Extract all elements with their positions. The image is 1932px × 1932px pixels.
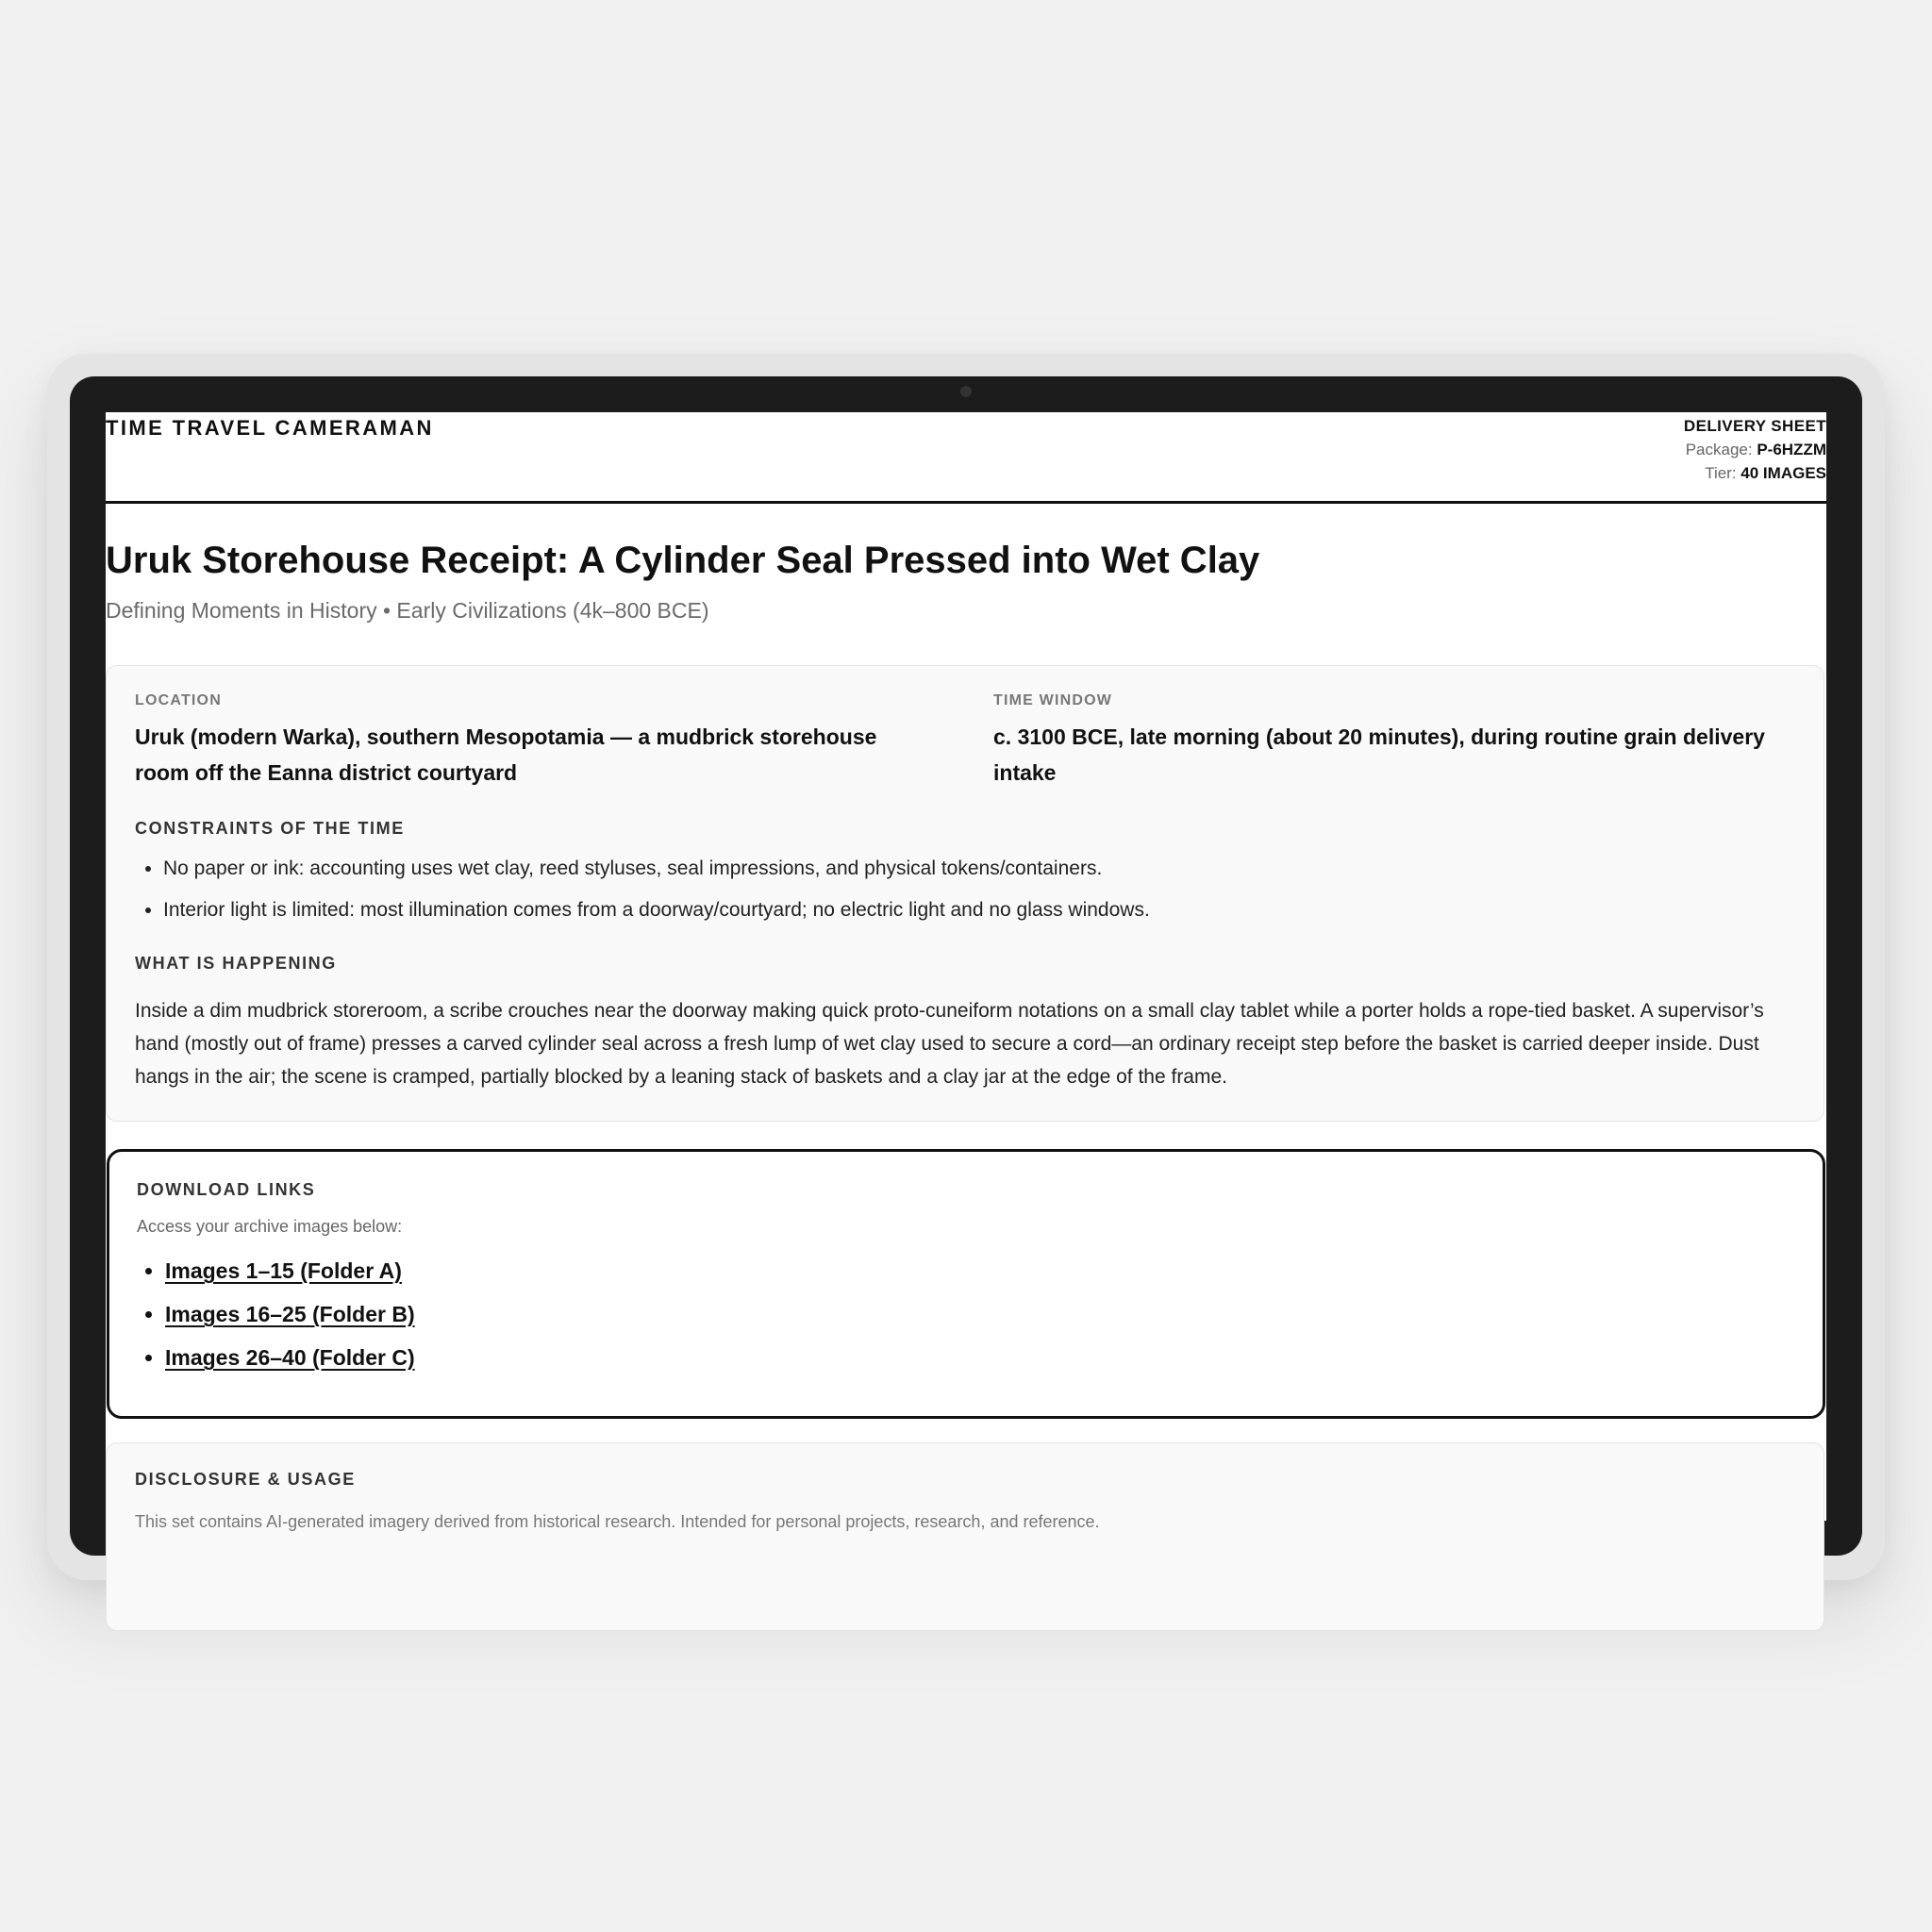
disclosure-text: This set contains AI-generated imagery derived from historical research. Intended for personal projects, research, and reference. [135, 1512, 1100, 1531]
tier-value: 40 IMAGES [1740, 464, 1826, 482]
download-link-folder-a[interactable]: Images 1–15 (Folder A) [165, 1258, 402, 1283]
time-window-field [993, 692, 1795, 791]
list-item [165, 1256, 1795, 1286]
package-label: Package: [1685, 441, 1753, 458]
list-item: • Interior light is limited: most illumination comes from a doorway/courtyard; no electric light and no glass windows. [163, 897, 1795, 924]
delivery-meta [1684, 414, 1826, 485]
package-value: P-6HZZM [1757, 441, 1826, 458]
page-title: Uruk Storehouse Receipt: A Cylinder Seal Pressed into Wet Clay [106, 540, 1260, 581]
tier-label: Tier: [1705, 464, 1737, 482]
list-item [165, 1342, 1795, 1373]
delivery-sheet-screen [106, 412, 1826, 1531]
download-links-card [107, 1149, 1825, 1419]
location-label: LOCATION [135, 692, 222, 708]
tier-row [1684, 461, 1826, 485]
download-link-folder-b[interactable]: Images 16–25 (Folder B) [165, 1302, 415, 1326]
list-item: • No paper or ink: accounting uses wet clay, reed styluses, seal impressions, and physical tokens/containers. [163, 856, 1795, 882]
download-links-list [137, 1256, 1795, 1373]
package-row [1684, 438, 1826, 461]
time-window-label: TIME WINDOW [993, 692, 1113, 708]
happening-description: Inside a dim mudbrick storeroom, a scribe crouches near the doorway making quick proto-cuneiform notations on a small clay tablet while a porter holds a rope-tied basket. A supervisor’s hand (mostly out of frame) presses a carved cylinder seal across a fresh lump of wet clay used to secure a cord—an ordinary receipt step before the basket is carried deeper inside. Dust hangs in the air; the scene is cramped, partially blocked by a leaning stack of baskets and a clay jar at the edge of the frame. [135, 1000, 1764, 1088]
list-item [165, 1299, 1795, 1329]
disclosure-heading: DISCLOSURE & USAGE [135, 1470, 356, 1489]
location-field [135, 692, 937, 791]
time-window-value: c. 3100 BCE, late morning (about 20 minutes), during routine grain delivery intake [993, 724, 1765, 785]
page-subtitle: Defining Moments in History • Early Civilizations (4k–800 BCE) [106, 598, 709, 623]
location-value: Uruk (modern Warka), southern Mesopotamia — a mudbrick storehouse room off the Eanna district courtyard [135, 724, 877, 785]
constraints-list [135, 856, 1795, 924]
scene-info-card [106, 665, 1824, 1122]
disclosure-card [106, 1442, 1824, 1631]
info-grid [135, 692, 1795, 791]
download-link-folder-c[interactable]: Images 26–40 (Folder C) [165, 1345, 415, 1370]
constraints-heading: CONSTRAINTS OF THE TIME [135, 819, 405, 838]
camera-icon [960, 386, 972, 397]
download-links-hint: Access your archive images below: [137, 1217, 403, 1236]
brand-name: TIME TRAVEL CAMERAMAN [106, 416, 434, 440]
download-links-heading: DOWNLOAD LINKS [137, 1180, 316, 1199]
sheet-header [106, 412, 1826, 504]
delivery-sheet-label: DELIVERY SHEET [1683, 417, 1826, 435]
happening-heading: WHAT IS HAPPENING [135, 954, 337, 973]
